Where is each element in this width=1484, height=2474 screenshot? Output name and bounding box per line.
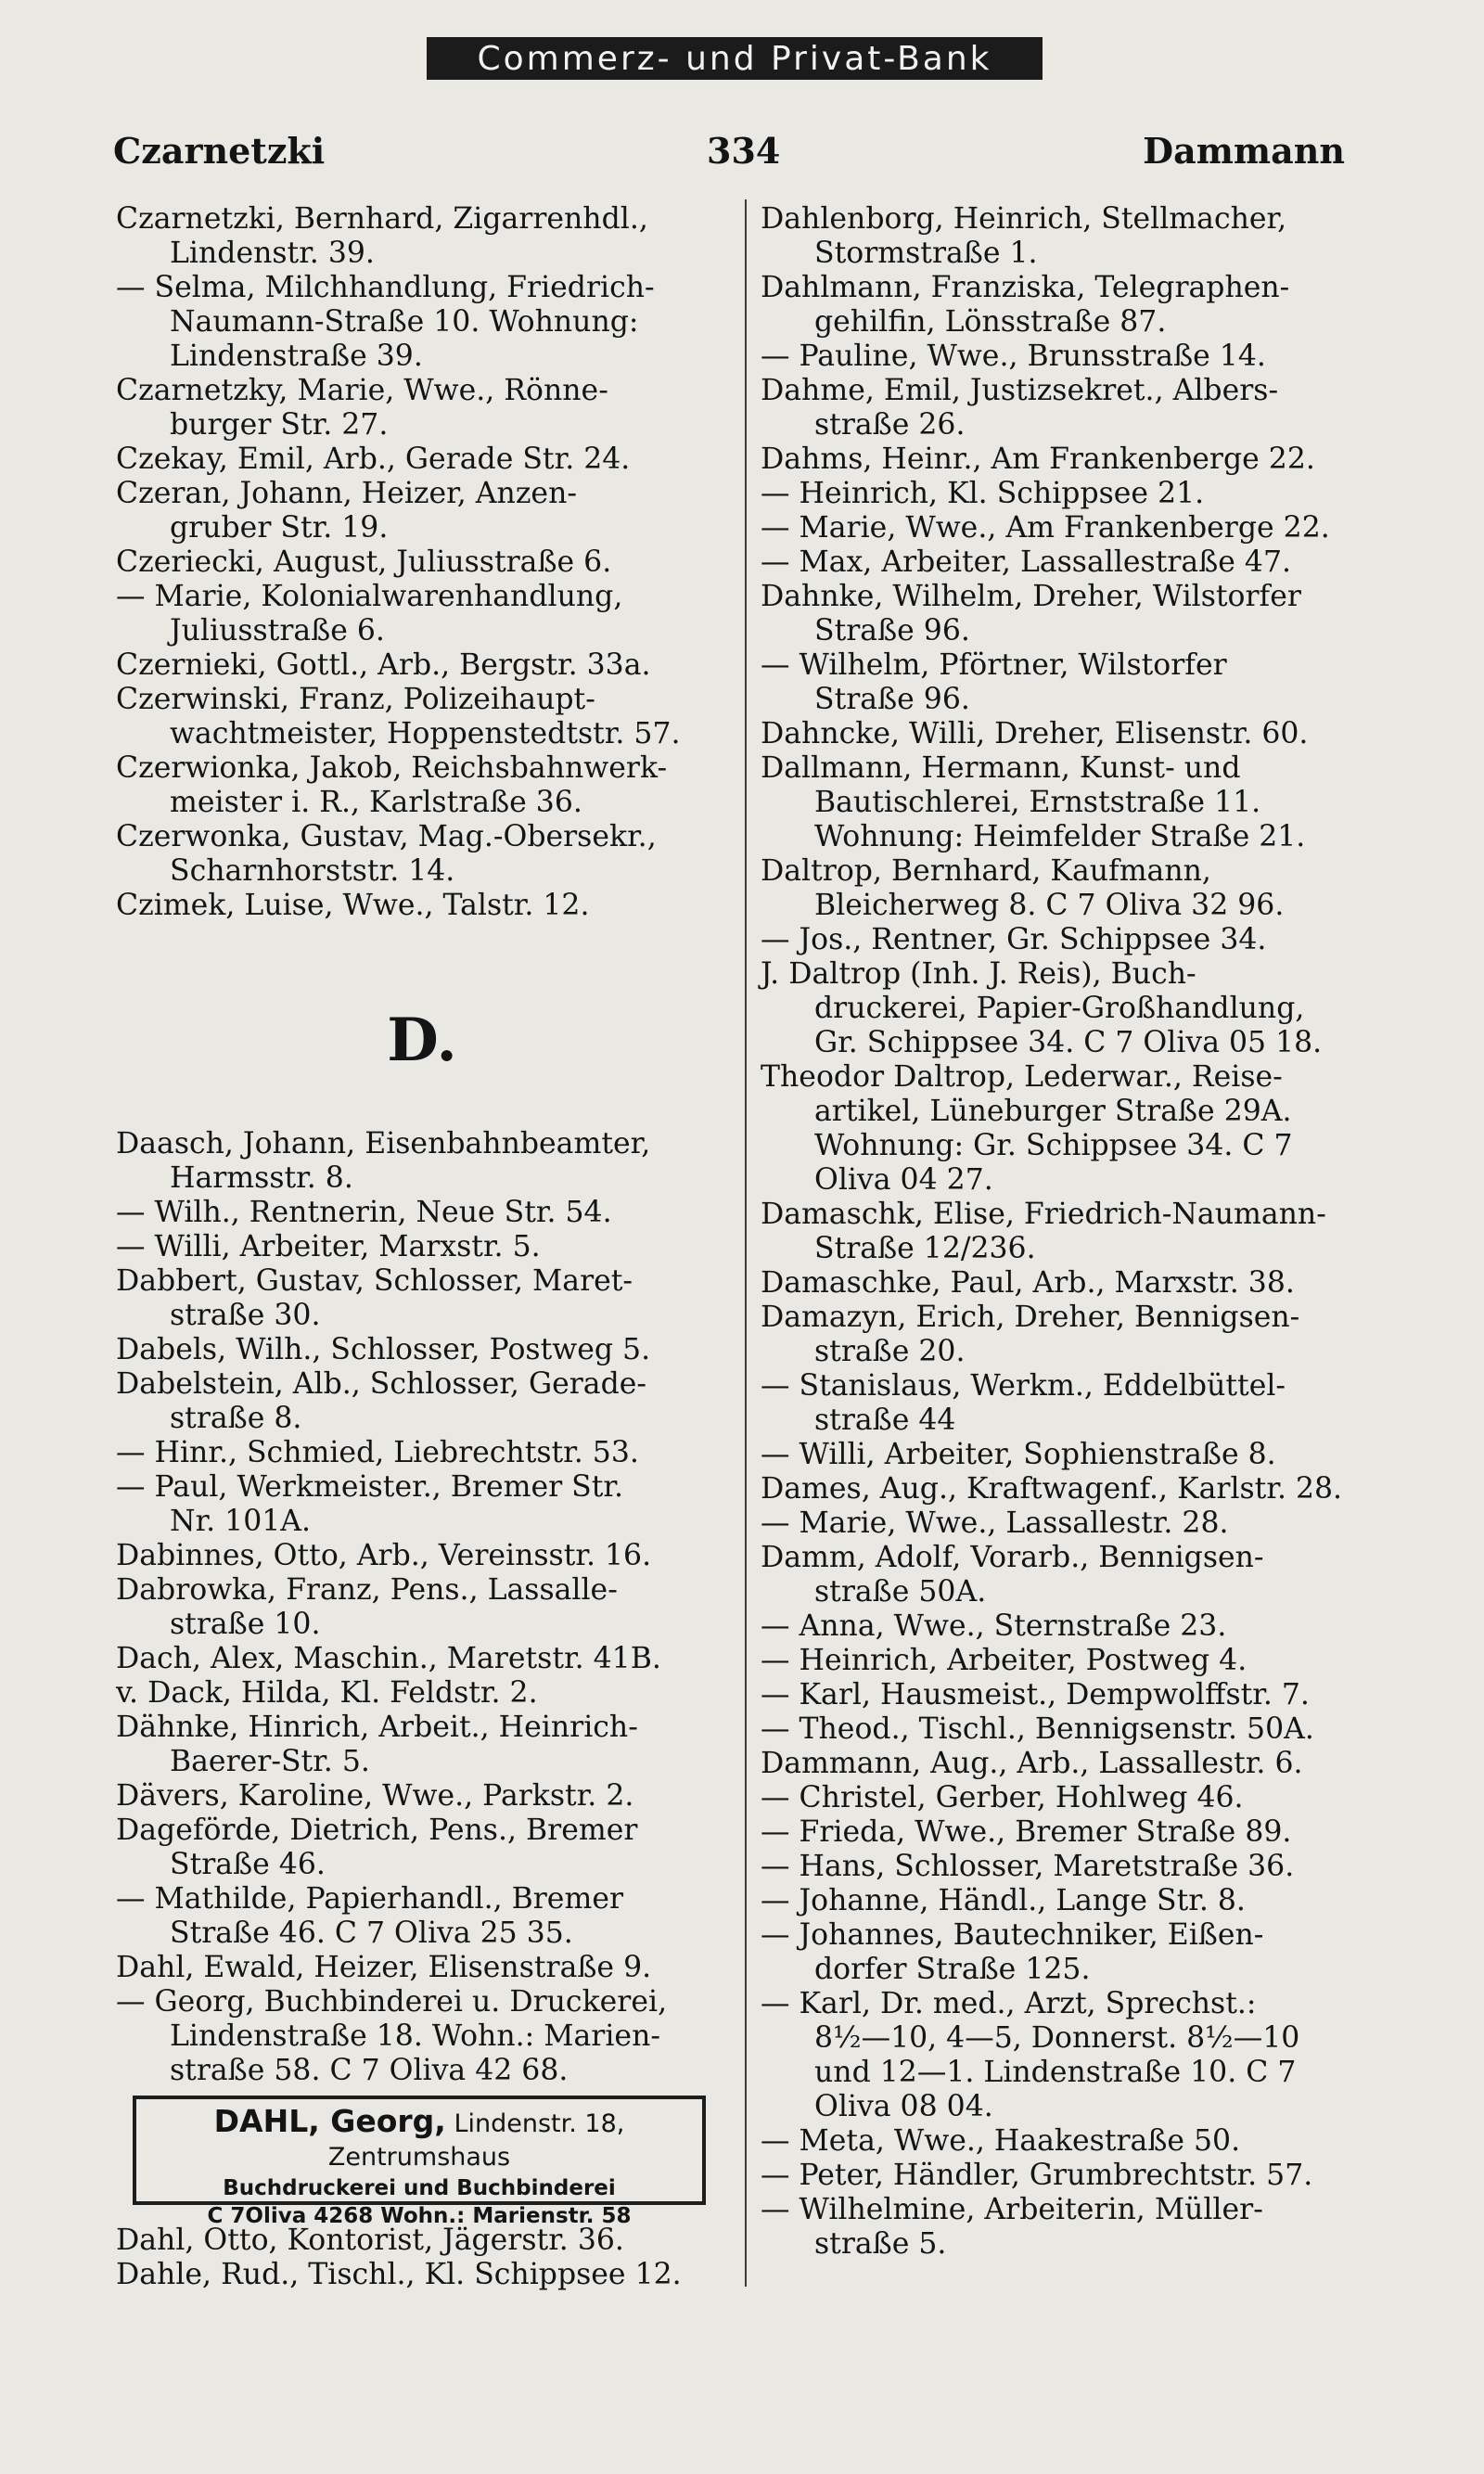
column-divider bbox=[745, 199, 747, 2287]
entry-line: 8½—10, 4—5, Donnerst. 8½—10 bbox=[814, 2021, 1300, 2055]
entry-line: — Willi, Arbeiter, Marxstr. 5. bbox=[116, 1230, 541, 1263]
directory-entry bbox=[116, 2224, 728, 2258]
entry-line: Czerwionka, Jakob, Reichsbahnwerk- bbox=[116, 751, 668, 785]
directory-entry bbox=[116, 889, 728, 923]
entry-line: Dävers, Karoline, Wwe., Parkstr. 2. bbox=[116, 1779, 634, 1813]
entry-line: Dahl, Otto, Kontorist, Jägerstr. 36. bbox=[116, 2224, 624, 2257]
entry-line: Dabels, Wilh., Schlosser, Postweg 5. bbox=[116, 1333, 651, 1366]
entry-line: — Hans, Schlosser, Maretstraße 36. bbox=[761, 1850, 1295, 1883]
entry-line: Straße 46. C 7 Oliva 25 35. bbox=[170, 1916, 573, 1950]
directory-entry bbox=[761, 2193, 1354, 2262]
directory-entry bbox=[116, 545, 728, 580]
directory-entry bbox=[116, 1367, 728, 1436]
entry-line: Naumann-Straße 10. Wohnung: bbox=[170, 305, 639, 339]
directory-entry bbox=[761, 271, 1354, 340]
entry-line: Dallmann, Hermann, Kunst- und bbox=[761, 751, 1241, 785]
directory-entry bbox=[116, 1676, 728, 1711]
entry-line: straße 26. bbox=[814, 408, 966, 442]
entry-line: — Heinrich, Kl. Schippsee 21. bbox=[761, 477, 1205, 510]
entry-line: — Frieda, Wwe., Bremer Straße 89. bbox=[761, 1815, 1292, 1849]
entry-line: gruber Str. 19. bbox=[170, 511, 389, 545]
directory-entry bbox=[761, 1850, 1354, 1884]
entry-line: — Wilh., Rentnerin, Neue Str. 54. bbox=[116, 1196, 612, 1229]
directory-entry bbox=[761, 1198, 1354, 1266]
directory-entry bbox=[116, 648, 728, 683]
entry-line: burger Str. 27. bbox=[170, 408, 389, 442]
page-number: 334 bbox=[707, 130, 781, 172]
entry-line: Dammann, Aug., Arb., Lassallestr. 6. bbox=[761, 1747, 1303, 1780]
directory-entry bbox=[761, 957, 1354, 1060]
entry-line: Dahlenborg, Heinrich, Stellmacher, bbox=[761, 202, 1287, 236]
entry-line: straße 30. bbox=[170, 1299, 321, 1332]
directory-entry bbox=[116, 1882, 728, 1951]
directory-entry bbox=[761, 1301, 1354, 1369]
entry-line: — Wilhelm, Pförtner, Wilstorfer bbox=[761, 648, 1227, 682]
left-column-entries bbox=[116, 202, 728, 923]
directory-entry bbox=[761, 854, 1354, 923]
directory-entry bbox=[761, 1369, 1354, 1438]
running-head-left: Czarnetzki bbox=[113, 130, 326, 172]
directory-entry bbox=[761, 1472, 1354, 1506]
entry-line: — Marie, Wwe., Am Frankenberge 22. bbox=[761, 511, 1330, 545]
directory-entry bbox=[116, 1779, 728, 1814]
entry-line: straße 20. bbox=[814, 1335, 966, 1368]
directory-entry bbox=[761, 648, 1354, 717]
entry-line: — Theod., Tischl., Bennigsenstr. 50A. bbox=[761, 1712, 1314, 1746]
entry-line: Damaschk, Elise, Friedrich-Naumann- bbox=[761, 1198, 1326, 1231]
entry-line: Wohnung: Gr. Schippsee 34. C 7 bbox=[814, 1129, 1293, 1162]
directory-entry bbox=[116, 374, 728, 442]
entry-line: meister i. R., Karlstraße 36. bbox=[170, 786, 582, 819]
directory-entry bbox=[761, 202, 1354, 271]
directory-entry bbox=[116, 751, 728, 820]
entry-line: Dageförde, Dietrich, Pens., Bremer bbox=[116, 1814, 638, 1847]
entry-line: — Karl, Dr. med., Arzt, Sprechst.: bbox=[761, 1987, 1257, 2020]
entry-line: artikel, Lüneburger Straße 29A. bbox=[814, 1095, 1292, 1128]
entry-line: — Paul, Werkmeister., Bremer Str. bbox=[116, 1470, 624, 1504]
entry-line: — Johanne, Händl., Lange Str. 8. bbox=[761, 1884, 1246, 1917]
directory-entry bbox=[761, 1506, 1354, 1541]
directory-entry bbox=[761, 477, 1354, 511]
running-head-right: Dammann bbox=[1143, 130, 1345, 172]
entry-line: Oliva 08 04. bbox=[814, 2090, 993, 2123]
entry-line: — Johannes, Bautechniker, Eißen- bbox=[761, 1918, 1264, 1952]
ad-business: Buchdruckerei und Buchbinderei bbox=[223, 2176, 616, 2200]
entry-line: Gr. Schippsee 34. C 7 Oliva 05 18. bbox=[814, 1026, 1323, 1059]
directory-entry bbox=[761, 923, 1354, 957]
entry-line: — Anna, Wwe., Sternstraße 23. bbox=[761, 1609, 1227, 1643]
entry-line: Scharnhorststr. 14. bbox=[170, 854, 455, 888]
entry-line: und 12—1. Lindenstraße 10. C 7 bbox=[814, 2056, 1297, 2089]
directory-entry bbox=[761, 1747, 1354, 1781]
entry-line: Lindenstraße 18. Wohn.: Marien- bbox=[170, 2019, 660, 2053]
entry-line: Czekay, Emil, Arb., Gerade Str. 24. bbox=[116, 442, 631, 476]
directory-entry bbox=[761, 1438, 1354, 1472]
entry-line: — Karl, Hausmeist., Dempwolffstr. 7. bbox=[761, 1678, 1310, 1711]
directory-entry bbox=[761, 340, 1354, 374]
entry-line: Damm, Adolf, Vorarb., Bennigsen- bbox=[761, 1541, 1264, 1574]
directory-entry bbox=[761, 1918, 1354, 1987]
entry-line: straße 44 bbox=[814, 1404, 956, 1437]
entry-line: Straße 96. bbox=[814, 683, 970, 716]
entry-line: dorfer Straße 125. bbox=[814, 1953, 1091, 1986]
directory-entry bbox=[116, 477, 728, 545]
directory-entry bbox=[761, 374, 1354, 442]
directory-entry bbox=[116, 1814, 728, 1882]
directory-entry bbox=[116, 1127, 728, 1196]
entry-line: Dahms, Heinr., Am Frankenberge 22. bbox=[761, 442, 1315, 476]
entry-line: — Mathilde, Papierhandl., Bremer bbox=[116, 1882, 624, 1916]
directory-entry bbox=[761, 1712, 1354, 1747]
entry-line: Baerer-Str. 5. bbox=[170, 1745, 370, 1778]
directory-entry bbox=[116, 1333, 728, 1367]
entry-line: Dabelstein, Alb., Schlosser, Gerade- bbox=[116, 1367, 647, 1401]
entry-line: — Max, Arbeiter, Lassallestraße 47. bbox=[761, 545, 1291, 579]
entry-line: Dahle, Rud., Tischl., Kl. Schippsee 12. bbox=[116, 2258, 682, 2291]
ad-name: DAHL, Georg, bbox=[213, 2103, 446, 2139]
entry-line: Straße 96. bbox=[814, 614, 970, 647]
directory-entry bbox=[761, 545, 1354, 580]
entry-line: Dahlmann, Franziska, Telegraphen- bbox=[761, 271, 1290, 304]
directory-entry bbox=[761, 1987, 1354, 2124]
entry-line: straße 10. bbox=[170, 1608, 321, 1641]
directory-entry bbox=[761, 2124, 1354, 2159]
directory-entry bbox=[116, 1711, 728, 1779]
directory-entry bbox=[116, 271, 728, 374]
right-column bbox=[761, 202, 1354, 2262]
directory-entry bbox=[761, 1060, 1354, 1198]
entry-line: Czerwinski, Franz, Polizeihaupt- bbox=[116, 683, 595, 716]
entry-line: — Selma, Milchhandlung, Friedrich- bbox=[116, 271, 655, 304]
entry-line: Dabrowka, Franz, Pens., Lassalle- bbox=[116, 1573, 618, 1607]
entry-line: — Willi, Arbeiter, Sophienstraße 8. bbox=[761, 1438, 1276, 1471]
entry-line: v. Dack, Hilda, Kl. Feldstr. 2. bbox=[116, 1676, 538, 1710]
directory-entry bbox=[116, 1196, 728, 1230]
entry-line: — Georg, Buchbinderei u. Druckerei, bbox=[116, 1985, 668, 2019]
entry-line: Dabbert, Gustav, Schlosser, Maret- bbox=[116, 1264, 633, 1298]
directory-entry bbox=[116, 2258, 728, 2292]
entry-line: Damaschke, Paul, Arb., Marxstr. 38. bbox=[761, 1266, 1295, 1300]
entry-line: — Peter, Händler, Grumbrechtstr. 57. bbox=[761, 2159, 1313, 2192]
directory-entry bbox=[761, 751, 1354, 854]
directory-entry bbox=[116, 1230, 728, 1264]
directory-entry bbox=[116, 1642, 728, 1676]
directory-entry bbox=[761, 1644, 1354, 1678]
entry-line: Straße 46. bbox=[170, 1848, 326, 1881]
entry-line: — Hinr., Schmied, Liebrechtstr. 53. bbox=[116, 1436, 639, 1469]
entry-line: Bautischlerei, Ernststraße 11. bbox=[814, 786, 1261, 819]
directory-entry bbox=[116, 580, 728, 648]
entry-line: Czarnetzki, Bernhard, Zigarrenhdl., bbox=[116, 202, 648, 236]
directory-entry bbox=[116, 1985, 728, 2088]
entry-line: Daltrop, Bernhard, Kaufmann, bbox=[761, 854, 1211, 888]
directory-entry bbox=[761, 1609, 1354, 1644]
entry-line: Dach, Alex, Maschin., Maretstr. 41B. bbox=[116, 1642, 661, 1675]
directory-entry bbox=[761, 1541, 1354, 1609]
directory-entry bbox=[761, 511, 1354, 545]
entry-line: druckerei, Papier-Großhandlung, bbox=[814, 992, 1305, 1025]
entry-line: straße 5. bbox=[814, 2227, 947, 2261]
entry-line: Dahme, Emil, Justizsekret., Albers- bbox=[761, 374, 1279, 407]
directory-entry bbox=[116, 1264, 728, 1333]
section-letter: D. bbox=[387, 1006, 457, 1075]
entry-line: Juliusstraße 6. bbox=[170, 614, 385, 647]
entry-line: — Wilhelmine, Arbeiterin, Müller- bbox=[761, 2193, 1263, 2226]
entry-line: gehilfin, Lönsstraße 87. bbox=[814, 305, 1167, 339]
ad-address: Lindenstr. 18, Zentrumshaus bbox=[327, 2109, 625, 2172]
directory-entry bbox=[761, 442, 1354, 477]
left-column-bottom-entries bbox=[116, 2224, 728, 2292]
entry-line: — Pauline, Wwe., Brunsstraße 14. bbox=[761, 340, 1266, 373]
entry-line: — Heinrich, Arbeiter, Postweg 4. bbox=[761, 1644, 1247, 1677]
directory-entry bbox=[116, 1470, 728, 1539]
entry-line: Dahl, Ewald, Heizer, Elisenstraße 9. bbox=[116, 1951, 652, 1984]
entry-line: Dahncke, Willi, Dreher, Elisenstr. 60. bbox=[761, 717, 1309, 750]
directory-entry bbox=[761, 580, 1354, 648]
left-column-d-entries bbox=[116, 1127, 728, 2088]
directory-entry bbox=[116, 1539, 728, 1573]
entry-line: straße 50A. bbox=[814, 1575, 987, 1609]
entry-line: Dahnke, Wilhelm, Dreher, Wilstorfer bbox=[761, 580, 1301, 613]
entry-line: wachtmeister, Hoppenstedtstr. 57. bbox=[170, 717, 681, 750]
entry-line: Czimek, Luise, Wwe., Talstr. 12. bbox=[116, 889, 590, 922]
entry-line: Stormstraße 1. bbox=[814, 237, 1038, 270]
entry-line: — Marie, Wwe., Lassallestr. 28. bbox=[761, 1506, 1229, 1540]
entry-line: straße 58. C 7 Oliva 42 68. bbox=[170, 2054, 569, 2087]
entry-line: — Christel, Gerber, Hohlweg 46. bbox=[761, 1781, 1244, 1814]
directory-entry bbox=[761, 1781, 1354, 1815]
entry-line: — Meta, Wwe., Haakestraße 50. bbox=[761, 2124, 1241, 2158]
entry-line: — Stanislaus, Werkm., Eddelbüttel- bbox=[761, 1369, 1286, 1403]
entry-line: Dames, Aug., Kraftwagenf., Karlstr. 28. bbox=[761, 1472, 1343, 1506]
entry-line: Daasch, Johann, Eisenbahnbeamter, bbox=[116, 1127, 651, 1160]
entry-line: Oliva 04 27. bbox=[814, 1163, 993, 1197]
entry-line: Dähnke, Hinrich, Arbeit., Heinrich- bbox=[116, 1711, 638, 1744]
entry-line: Bleicherweg 8. C 7 Oliva 32 96. bbox=[814, 889, 1285, 922]
entry-line: Lindenstraße 39. bbox=[170, 340, 423, 373]
advertisement-box bbox=[133, 2096, 706, 2228]
entry-line: Wohnung: Heimfelder Straße 21. bbox=[814, 820, 1306, 853]
entry-line: J. Daltrop (Inh. J. Reis), Buch- bbox=[761, 957, 1196, 991]
entry-line: Theodor Daltrop, Lederwar., Reise- bbox=[761, 1060, 1283, 1094]
directory-entry bbox=[761, 1815, 1354, 1850]
bank-banner: Commerz- und Privat-Bank bbox=[427, 37, 1043, 80]
entry-line: Czeran, Johann, Heizer, Anzen- bbox=[116, 477, 578, 510]
entry-line: straße 8. bbox=[170, 1402, 302, 1435]
directory-entry bbox=[761, 1266, 1354, 1301]
directory-entry bbox=[761, 1884, 1354, 1918]
directory-entry bbox=[116, 1573, 728, 1642]
directory-entry bbox=[116, 820, 728, 889]
entry-line: Dabinnes, Otto, Arb., Vereinsstr. 16. bbox=[116, 1539, 652, 1572]
entry-line: — Marie, Kolonialwarenhandlung, bbox=[116, 580, 623, 613]
entry-line: Straße 12/236. bbox=[814, 1232, 1036, 1265]
directory-entry bbox=[116, 1436, 728, 1470]
directory-entry bbox=[761, 717, 1354, 751]
entry-line: Nr. 101A. bbox=[170, 1505, 312, 1538]
directory-entry bbox=[761, 2159, 1354, 2193]
entry-line: Czerwonka, Gustav, Mag.-Obersekr., bbox=[116, 820, 657, 853]
directory-entry bbox=[116, 683, 728, 751]
entry-line: Czernieki, Gottl., Arb., Bergstr. 33a. bbox=[116, 648, 651, 682]
entry-line: Czarnetzky, Marie, Wwe., Rönne- bbox=[116, 374, 608, 407]
directory-entry bbox=[116, 442, 728, 477]
entry-line: Czeriecki, August, Juliusstraße 6. bbox=[116, 545, 612, 579]
directory-entry bbox=[116, 202, 728, 271]
directory-entry bbox=[116, 1951, 728, 1985]
entry-line: — Jos., Rentner, Gr. Schippsee 34. bbox=[761, 923, 1267, 956]
directory-entry bbox=[761, 1678, 1354, 1712]
entry-line: Damazyn, Erich, Dreher, Bennigsen- bbox=[761, 1301, 1300, 1334]
entry-line: Harmsstr. 8. bbox=[170, 1161, 353, 1195]
ad-phone: C 7Oliva 4268 Wohn.: Marienstr. 58 bbox=[207, 2204, 632, 2228]
entry-line: Lindenstr. 39. bbox=[170, 237, 375, 270]
left-column bbox=[116, 202, 728, 2088]
